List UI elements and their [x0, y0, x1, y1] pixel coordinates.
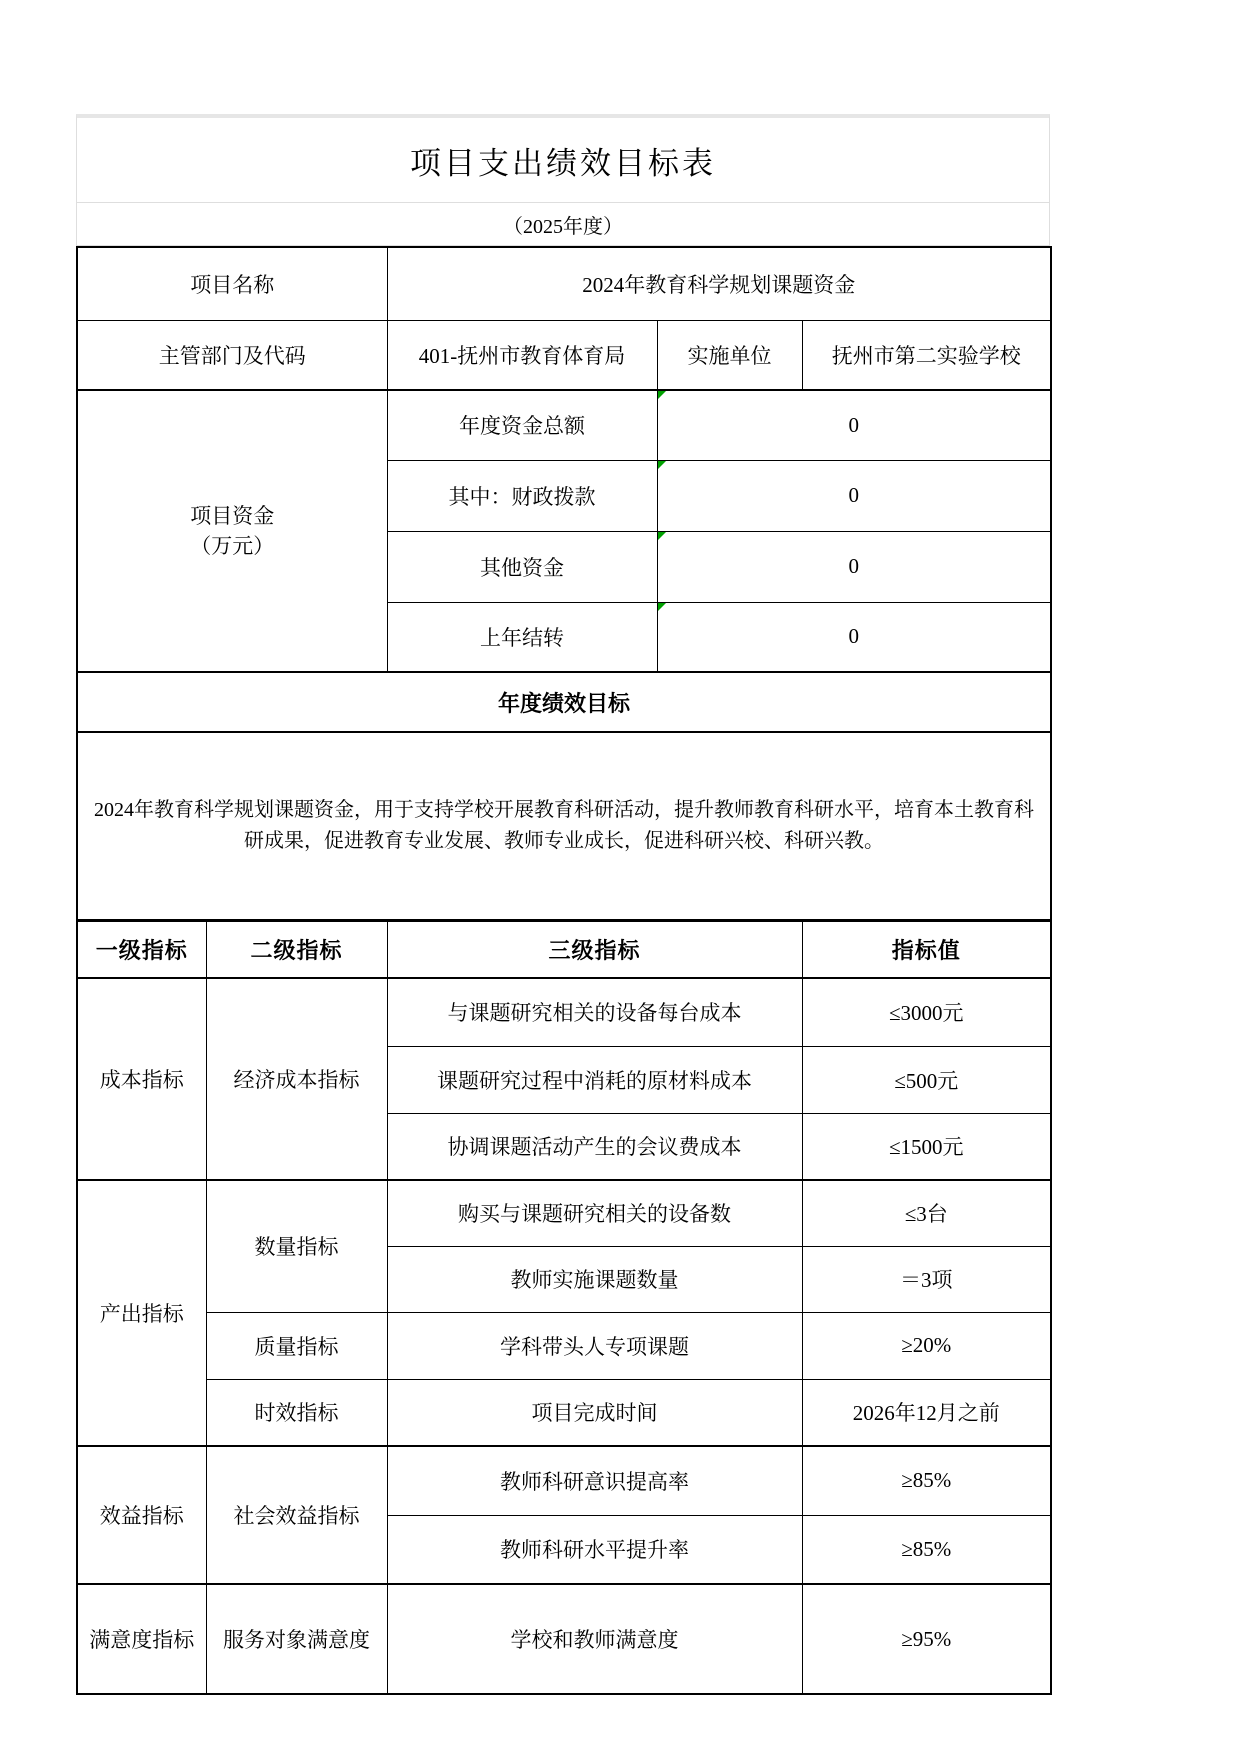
indicator-value-cell: ＝3项 [802, 1246, 1051, 1312]
indicator-level2-cell: 社会效益指标 [206, 1446, 387, 1584]
indicator-value-cell: ≥85% [802, 1446, 1051, 1515]
fund-row-value [657, 531, 1051, 602]
funds-label-line2: （万元） [190, 534, 275, 558]
indicator-header-level3: 三级指标 [387, 921, 802, 978]
project-info-table [76, 246, 1052, 921]
indicator-level3-cell: 学科带头人专项课题 [387, 1312, 802, 1379]
indicator-level3-cell: 教师科研水平提升率 [387, 1515, 802, 1584]
indicator-level3-cell: 与课题研究相关的设备每台成本 [387, 978, 802, 1046]
cell-comment-flag-icon [658, 603, 666, 611]
fund-row-label: 上年结转 [387, 602, 657, 672]
annual-goal-description: 2024年教育科学规划课题资金，用于支持学校开展教育科研活动，提升教师教育科研水平，培育本土教育科研成果，促进教育专业发展、教师专业成长，促进科研兴校、科研兴教。 [77, 732, 1051, 920]
indicator-value-cell: 2026年12月之前 [802, 1379, 1051, 1446]
indicator-level3-cell: 学校和教师满意度 [387, 1584, 802, 1694]
indicator-value-cell: ≥85% [802, 1515, 1051, 1584]
implement-unit-value: 抚州市第二实验学校 [802, 320, 1051, 390]
project-name-value: 2024年教育科学规划课题资金 [387, 247, 1051, 320]
fund-row-value [657, 390, 1051, 460]
indicator-header-value: 指标值 [802, 921, 1051, 978]
document-title: 项目支出绩效目标表 [77, 118, 1049, 203]
document-subtitle: （2025年度） [503, 215, 623, 238]
indicator-level1-cell: 满意度指标 [77, 1584, 206, 1694]
fund-row-label: 其他资金 [387, 531, 657, 602]
title-block [76, 114, 1050, 246]
fund-value-text: 0 [848, 412, 859, 437]
indicator-level2-cell: 数量指标 [206, 1180, 387, 1312]
indicator-level3-cell: 课题研究过程中消耗的原材料成本 [387, 1046, 802, 1113]
fund-value-text: 0 [848, 624, 859, 649]
indicator-level2-cell: 时效指标 [206, 1379, 387, 1446]
fund-row-label: 其中：财政拨款 [387, 460, 657, 531]
fund-row-value [657, 460, 1051, 531]
fund-row-label: 年度资金总额 [387, 390, 657, 460]
implement-unit-label: 实施单位 [657, 320, 802, 390]
indicator-value-cell: ≤500元 [802, 1046, 1051, 1113]
indicator-level3-cell: 协调课题活动产生的会议费成本 [387, 1113, 802, 1180]
indicator-table [76, 920, 1052, 1695]
department-label: 主管部门及代码 [77, 320, 387, 390]
indicator-level2-cell: 服务对象满意度 [206, 1584, 387, 1694]
indicator-level2-cell: 质量指标 [206, 1312, 387, 1379]
project-name-label: 项目名称 [77, 247, 387, 320]
department-value: 401-抚州市教育体育局 [387, 320, 657, 390]
cell-comment-flag-icon [658, 461, 666, 469]
indicator-level2-cell: 经济成本指标 [206, 978, 387, 1180]
indicator-level3-cell: 教师科研意识提高率 [387, 1446, 802, 1515]
indicator-level1-cell: 产出指标 [77, 1180, 206, 1446]
cell-comment-flag-icon [658, 391, 666, 399]
indicator-level1-cell: 成本指标 [77, 978, 206, 1180]
indicator-level1-cell: 效益指标 [77, 1446, 206, 1584]
fund-row-value [657, 602, 1051, 672]
indicator-level3-cell: 教师实施课题数量 [387, 1246, 802, 1312]
indicator-header-level2: 二级指标 [206, 921, 387, 978]
indicator-value-cell: ≤1500元 [802, 1113, 1051, 1180]
funds-label-line1: 项目资金 [190, 504, 275, 528]
cell-comment-flag-icon [658, 532, 666, 540]
indicator-value-cell: ≥20% [802, 1312, 1051, 1379]
indicator-level3-cell: 购买与课题研究相关的设备数 [387, 1180, 802, 1246]
fund-value-text: 0 [848, 483, 859, 507]
indicator-level3-cell: 项目完成时间 [387, 1379, 802, 1446]
indicator-value-cell: ≤3000元 [802, 978, 1051, 1046]
indicator-header-level1: 一级指标 [77, 921, 206, 978]
indicator-value-cell: ≥95% [802, 1584, 1051, 1694]
performance-target-sheet [76, 114, 1050, 1695]
fund-value-text: 0 [848, 554, 859, 578]
annual-goal-header: 年度绩效目标 [77, 672, 1051, 732]
indicator-value-cell: ≤3台 [802, 1180, 1051, 1246]
funds-label [77, 390, 387, 672]
